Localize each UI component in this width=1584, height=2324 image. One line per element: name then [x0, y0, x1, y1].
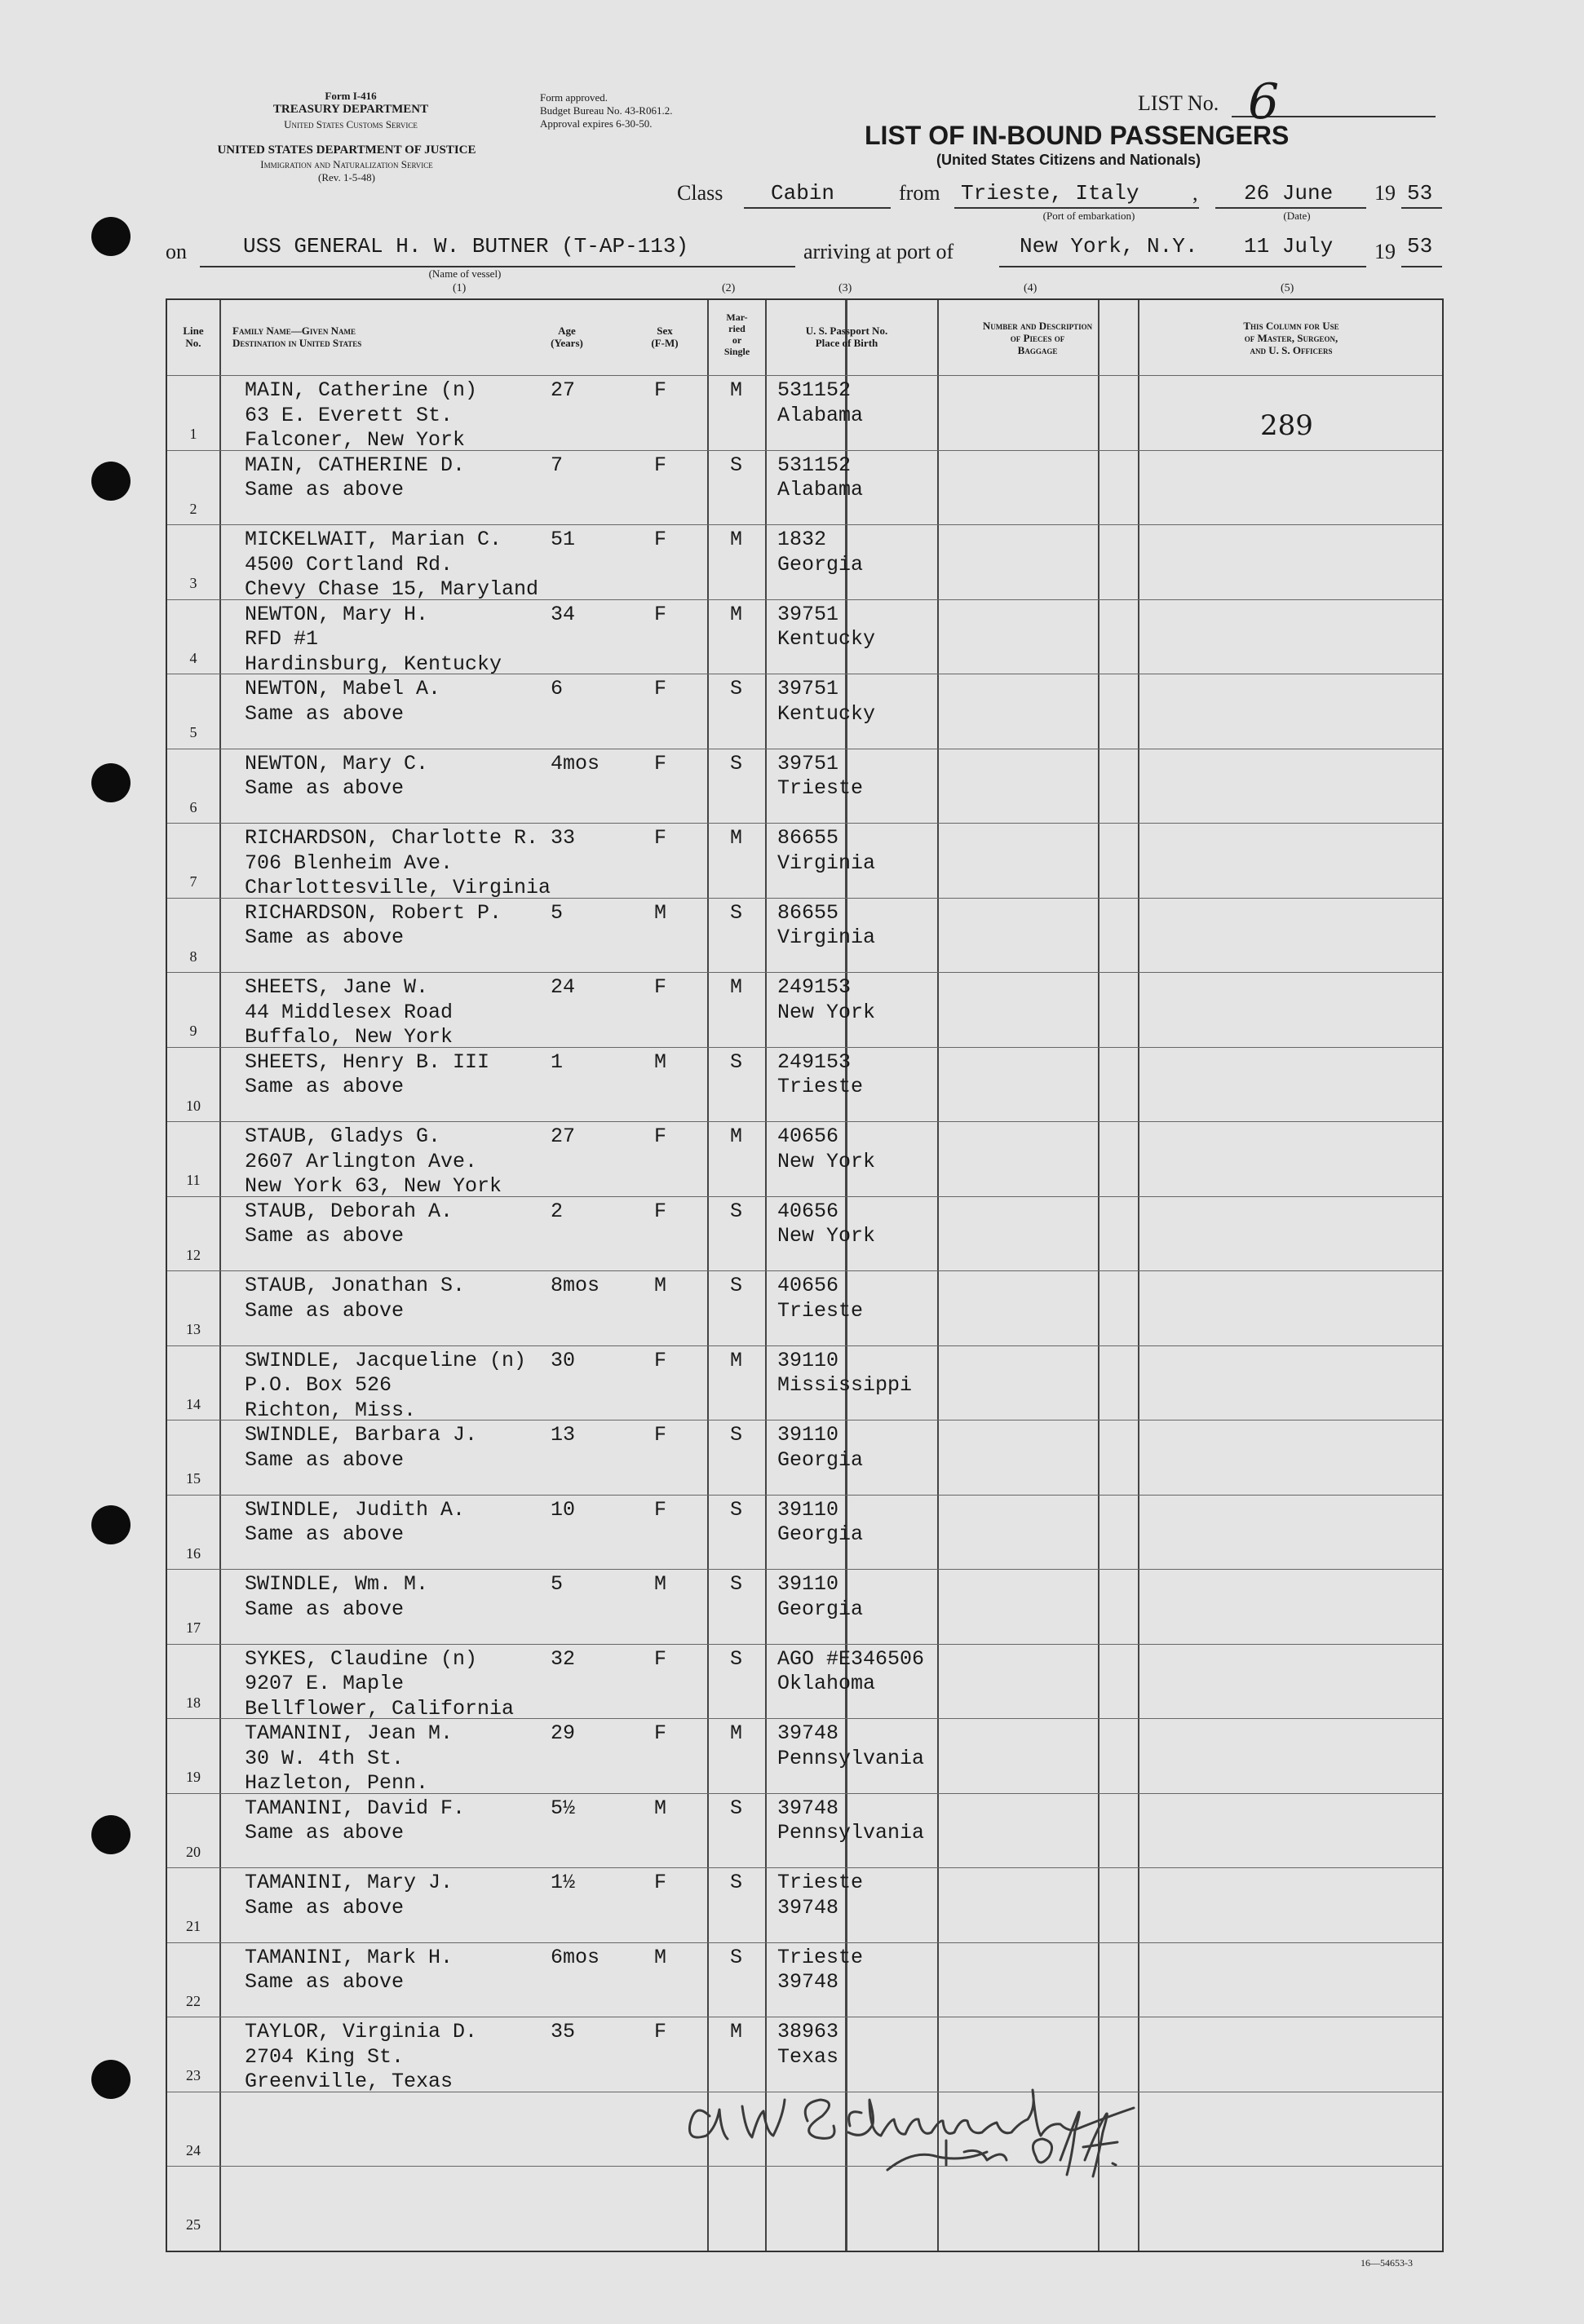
- on-label: on: [166, 240, 187, 263]
- row-divider: [167, 524, 1442, 525]
- marital-status: S: [730, 1423, 743, 1447]
- colnum-4: (4): [1024, 282, 1038, 294]
- footer-code: 16—54653-3: [1361, 2257, 1413, 2269]
- passport-number: 40656: [777, 1124, 839, 1148]
- arrival-year: 53: [1407, 234, 1433, 258]
- passenger-sex: M: [654, 1049, 667, 1074]
- passenger-sex: F: [654, 1646, 667, 1671]
- marital-status: S: [730, 900, 743, 925]
- passenger-address: P.O. Box 526: [245, 1373, 392, 1397]
- passenger-sex: M: [654, 1274, 667, 1297]
- punch-hole: [91, 1505, 131, 1544]
- passport-number: Trieste: [777, 1871, 864, 1894]
- place-of-birth: New York: [777, 1000, 876, 1024]
- passenger-name: MAIN, CATHERINE D.: [245, 453, 466, 477]
- passenger-address: 2607 Arlington Ave.: [245, 1149, 478, 1173]
- line-number: 16: [186, 1544, 201, 1562]
- row-divider: [167, 1121, 1442, 1122]
- passenger-name: TAMANINI, David F.: [245, 1796, 466, 1820]
- passenger-sex: F: [654, 528, 667, 551]
- passenger-age: 8mos: [551, 1274, 600, 1297]
- passenger-address: Hardinsburg, Kentucky: [245, 652, 502, 676]
- passenger-sex: F: [654, 1871, 667, 1894]
- passenger-address: 9207 E. Maple: [245, 1672, 405, 1695]
- passenger-sex: F: [654, 1348, 667, 1372]
- passenger-age: 29: [551, 1721, 576, 1745]
- row-divider: [167, 375, 1442, 376]
- passenger-age: 51: [551, 528, 576, 551]
- marital-status: M: [730, 2020, 743, 2043]
- passenger-name: NEWTON, Mary H.: [245, 602, 429, 626]
- treasury-heading: TREASURY DEPARTMENT: [272, 103, 429, 116]
- line-number: 8: [189, 948, 197, 965]
- passport-number: 39751: [777, 677, 839, 700]
- colnum-5: (5): [1281, 282, 1294, 294]
- passenger-sex: F: [654, 1721, 667, 1745]
- passenger-sex: F: [654, 1423, 667, 1447]
- passenger-address: Same as above: [245, 1522, 405, 1546]
- passenger-name: STAUB, Gladys G.: [245, 1124, 441, 1148]
- row-divider: [167, 450, 1442, 451]
- form-subtitle: (United States Citizens and Nationals): [936, 152, 1201, 168]
- row-divider: [167, 1942, 1442, 1943]
- passenger-age: 33: [551, 826, 576, 850]
- marital-status: M: [730, 1348, 743, 1372]
- passport-number: 86655: [777, 900, 839, 925]
- passenger-address: 30 W. 4th St.: [245, 1746, 405, 1770]
- ins-heading: Immigration and Naturalization Service: [260, 158, 433, 170]
- punch-hole: [91, 462, 131, 501]
- punch-hole: [91, 2060, 131, 2099]
- passenger-address: Buffalo, New York: [245, 1025, 454, 1049]
- departure-date: 26 June: [1244, 181, 1334, 205]
- class-label: Class: [677, 181, 723, 205]
- passenger-age: 5½: [551, 1796, 576, 1820]
- approval-expires: Approval expires 6-30-50.: [540, 117, 653, 130]
- passenger-sex: F: [654, 751, 667, 775]
- passport-number: 249153: [777, 1049, 852, 1074]
- passport-number: 249153: [777, 975, 852, 999]
- header-married: Mar- ried or Single: [723, 311, 750, 357]
- row-divider: [167, 823, 1442, 824]
- passenger-address: 4500 Cortland Rd.: [245, 552, 454, 577]
- arrival-year-prefix: 19: [1374, 240, 1396, 263]
- passport-number: 86655: [777, 826, 839, 850]
- row-divider: [167, 1867, 1442, 1868]
- passenger-age: 7: [551, 453, 564, 477]
- passenger-name: SYKES, Claudine (n): [245, 1646, 478, 1671]
- comma: ,: [1192, 181, 1198, 205]
- place-of-birth: Pennsylvania: [777, 1746, 925, 1770]
- passenger-age: 4mos: [551, 751, 600, 775]
- row-divider: [167, 1644, 1442, 1645]
- place-of-birth: Pennsylvania: [777, 1821, 925, 1845]
- marital-status: S: [730, 453, 743, 477]
- place-of-birth: 39748: [777, 1895, 839, 1920]
- header-name: Family Name—Given Name Destination in United States: [232, 325, 362, 349]
- place-of-birth: Georgia: [777, 1597, 864, 1621]
- place-of-birth: New York: [777, 1149, 876, 1173]
- colnum-1: (1): [453, 282, 467, 294]
- marital-status: S: [730, 1796, 743, 1820]
- passport-number: 531152: [777, 453, 852, 477]
- list-number: 6: [1248, 73, 1280, 130]
- passenger-sex: F: [654, 1199, 667, 1223]
- passenger-table: [166, 298, 1444, 2252]
- place-of-birth: Virginia: [777, 851, 876, 875]
- place-of-birth: Kentucky: [777, 701, 876, 726]
- form-approved: Form approved.: [540, 91, 608, 104]
- line-number: 20: [186, 1843, 201, 1860]
- passenger-address: RFD #1: [245, 627, 319, 651]
- line-number: 5: [189, 724, 197, 740]
- punch-hole: [91, 1815, 131, 1854]
- date-caption: (Date): [1283, 210, 1311, 222]
- line-number: 13: [186, 1321, 201, 1337]
- passenger-address: Same as above: [245, 1970, 405, 1994]
- line-number: 24: [186, 2141, 201, 2158]
- passport-number: Trieste: [777, 1945, 864, 1969]
- passenger-sex: F: [654, 1497, 667, 1522]
- passenger-age: 1½: [551, 1871, 576, 1894]
- passenger-sex: F: [654, 602, 667, 626]
- line-number: 11: [186, 1172, 201, 1188]
- passenger-sex: F: [654, 378, 667, 402]
- passenger-address: 706 Blenheim Ave.: [245, 851, 454, 875]
- place-of-birth: Texas: [777, 2044, 839, 2069]
- passenger-name: MAIN, Catherine (n): [245, 378, 478, 402]
- line-number: 25: [186, 2216, 201, 2233]
- line-number: 3: [189, 575, 197, 591]
- passenger-name: STAUB, Deborah A.: [245, 1199, 454, 1223]
- passenger-address: Same as above: [245, 1895, 405, 1920]
- row-divider: [167, 1793, 1442, 1794]
- form-number: Form I-416: [325, 90, 377, 102]
- passport-number: 531152: [777, 378, 852, 402]
- marital-status: S: [730, 1572, 743, 1596]
- passenger-address: 63 E. Everett St.: [245, 403, 454, 427]
- row-divider: [167, 1569, 1442, 1570]
- vessel-name: USS GENERAL H. W. BUTNER (T-AP-113): [243, 234, 689, 258]
- line-number: 6: [189, 798, 197, 815]
- list-label: LIST No.: [1138, 91, 1219, 115]
- port-caption: (Port of embarkation): [1042, 210, 1135, 222]
- passenger-address: Richton, Miss.: [245, 1398, 417, 1422]
- row-divider: [167, 1495, 1442, 1496]
- row-divider: [167, 972, 1442, 973]
- passenger-name: SWINDLE, Judith A.: [245, 1497, 466, 1522]
- passport-number: 39110: [777, 1572, 839, 1596]
- passenger-age: 27: [551, 1124, 576, 1148]
- header-passport: U. S. Passport No. Place of Birth: [805, 325, 888, 349]
- marital-status: S: [730, 751, 743, 775]
- embark-port: Trieste, Italy: [961, 181, 1139, 205]
- line-number: 17: [186, 1619, 201, 1636]
- marital-status: S: [730, 1871, 743, 1894]
- marital-status: S: [730, 677, 743, 700]
- passenger-address: 2704 King St.: [245, 2044, 405, 2069]
- line-number: 10: [186, 1097, 201, 1114]
- place-of-birth: Trieste: [777, 1298, 864, 1323]
- header-sex: Sex (F-M): [651, 325, 679, 349]
- passport-number: 39110: [777, 1497, 839, 1522]
- passenger-address: Same as above: [245, 926, 405, 949]
- line-number: 1: [189, 426, 197, 442]
- row-divider: [167, 1270, 1442, 1271]
- colnum-3: (3): [838, 282, 852, 294]
- passport-number: 40656: [777, 1199, 839, 1223]
- marital-status: S: [730, 1274, 743, 1297]
- passenger-sex: M: [654, 1945, 667, 1969]
- place-of-birth: Oklahoma: [777, 1672, 876, 1695]
- place-of-birth: New York: [777, 1224, 876, 1248]
- passport-number: AGO #E346506: [777, 1646, 925, 1671]
- passenger-name: STAUB, Jonathan S.: [245, 1274, 466, 1297]
- passenger-address: Same as above: [245, 478, 405, 501]
- passport-number: 39748: [777, 1721, 839, 1745]
- passenger-sex: M: [654, 1796, 667, 1820]
- from-label: from: [899, 181, 940, 205]
- line-number: 23: [186, 2067, 201, 2083]
- passport-number: 39751: [777, 602, 839, 626]
- passenger-sex: F: [654, 975, 667, 999]
- passenger-age: 5: [551, 900, 564, 925]
- passenger-address: Hazleton, Penn.: [245, 1771, 429, 1795]
- marital-status: S: [730, 1049, 743, 1074]
- passport-number: 1832: [777, 528, 827, 551]
- passenger-name: TAMANINI, Mark H.: [245, 1945, 454, 1969]
- passport-number: 39110: [777, 1423, 839, 1447]
- passenger-name: NEWTON, Mary C.: [245, 751, 429, 775]
- place-of-birth: Alabama: [777, 403, 864, 427]
- passenger-sex: F: [654, 826, 667, 850]
- passenger-name: SHEETS, Henry B. III: [245, 1049, 490, 1074]
- row-divider: [167, 898, 1442, 899]
- marital-status: M: [730, 378, 743, 402]
- line-number: 7: [189, 873, 197, 890]
- line-number: 21: [186, 1918, 201, 1934]
- passenger-name: RICHARDSON, Charlotte R.: [245, 826, 539, 850]
- passenger-sex: F: [654, 677, 667, 700]
- passenger-address: Same as above: [245, 1224, 405, 1248]
- place-of-birth: Trieste: [777, 776, 864, 800]
- passenger-sex: F: [654, 453, 667, 477]
- header-line-no: Line No.: [183, 325, 204, 349]
- passenger-sex: M: [654, 1572, 667, 1596]
- class-value: Cabin: [771, 181, 835, 205]
- marital-status: M: [730, 826, 743, 850]
- line-number: 12: [186, 1246, 201, 1263]
- place-of-birth: Virginia: [777, 926, 876, 949]
- passenger-name: TAYLOR, Virginia D.: [245, 2020, 478, 2043]
- place-of-birth: 39748: [777, 1970, 839, 1994]
- passenger-address: Charlottesville, Virginia: [245, 876, 551, 899]
- customs-heading: United States Customs Service: [284, 118, 418, 130]
- passenger-age: 32: [551, 1646, 576, 1671]
- passport-number: 39751: [777, 751, 839, 775]
- passenger-name: SWINDLE, Barbara J.: [245, 1423, 478, 1447]
- marital-status: S: [730, 1945, 743, 1969]
- passport-number: 39110: [777, 1348, 839, 1372]
- place-of-birth: Mississippi: [777, 1373, 913, 1397]
- marital-status: M: [730, 1124, 743, 1148]
- passenger-name: TAMANINI, Mary J.: [245, 1871, 454, 1894]
- passport-number: 39748: [777, 1796, 839, 1820]
- marital-status: S: [730, 1497, 743, 1522]
- passenger-address: Greenville, Texas: [245, 2070, 454, 2093]
- colnum-2: (2): [722, 282, 736, 294]
- punch-hole: [91, 763, 131, 802]
- passenger-address: Same as above: [245, 1075, 405, 1098]
- officer-note: 289: [1260, 409, 1313, 442]
- form-title: LIST OF IN-BOUND PASSENGERS: [865, 121, 1290, 150]
- passenger-age: 10: [551, 1497, 576, 1522]
- row-divider: [167, 1345, 1442, 1346]
- marital-status: S: [730, 1646, 743, 1671]
- row-divider: [167, 1718, 1442, 1719]
- row-divider: [167, 599, 1442, 600]
- passenger-age: 1: [551, 1049, 564, 1074]
- passenger-address: Chevy Chase 15, Maryland: [245, 577, 539, 601]
- passenger-address: Same as above: [245, 1597, 405, 1621]
- passenger-name: MICKELWAIT, Marian C.: [245, 528, 502, 551]
- passenger-age: 13: [551, 1423, 576, 1447]
- arrival-date: 11 July: [1244, 234, 1334, 258]
- signature-image: [677, 2051, 1215, 2181]
- passenger-age: 34: [551, 602, 576, 626]
- passenger-address: Same as above: [245, 701, 405, 726]
- passenger-sex: M: [654, 900, 667, 925]
- line-number: 4: [189, 649, 197, 666]
- arrival-port: New York, N.Y.: [1020, 234, 1198, 258]
- line-number: 9: [189, 1023, 197, 1039]
- marital-status: M: [730, 1721, 743, 1745]
- passenger-address: Falconer, New York: [245, 428, 466, 452]
- header-baggage: Number and Description of Pieces of Baggage: [982, 320, 1093, 356]
- passenger-address: Same as above: [245, 1821, 405, 1845]
- header-age: Age (Years): [551, 325, 583, 349]
- marital-status: M: [730, 602, 743, 626]
- passenger-age: 6mos: [551, 1945, 600, 1969]
- revision: (Rev. 1-5-48): [318, 171, 375, 183]
- signature-name: A. W. Schumacher: [677, 2051, 684, 2052]
- arriving-label: arriving at port of: [803, 240, 954, 263]
- marital-status: M: [730, 975, 743, 999]
- header-officers: This Column for Use of Master, Surgeon, and U. S. Officers: [1243, 320, 1339, 356]
- passenger-age: 27: [551, 378, 576, 402]
- passenger-age: 30: [551, 1348, 576, 1372]
- passenger-address: Bellflower, California: [245, 1696, 515, 1721]
- passport-number: 38963: [777, 2020, 839, 2043]
- passenger-sex: F: [654, 1124, 667, 1148]
- marital-status: M: [730, 528, 743, 551]
- line-number: 22: [186, 1992, 201, 2009]
- row-divider: [167, 1196, 1442, 1197]
- passenger-age: 2: [551, 1199, 564, 1223]
- place-of-birth: Georgia: [777, 552, 864, 577]
- justice-heading: UNITED STATES DEPARTMENT OF JUSTICE: [217, 144, 476, 157]
- year-prefix: 19: [1374, 181, 1396, 205]
- passenger-address: New York 63, New York: [245, 1174, 502, 1198]
- passenger-name: TAMANINI, Jean M.: [245, 1721, 454, 1745]
- passenger-age: 6: [551, 677, 564, 700]
- passenger-address: Same as above: [245, 776, 405, 800]
- place-of-birth: Kentucky: [777, 627, 876, 651]
- line-number: 19: [186, 1769, 201, 1785]
- passenger-name: RICHARDSON, Robert P.: [245, 900, 502, 925]
- line-number: 2: [189, 500, 197, 517]
- departure-year: 53: [1407, 181, 1433, 205]
- place-of-birth: Trieste: [777, 1075, 864, 1098]
- budget-bureau: Budget Bureau No. 43-R061.2.: [540, 104, 673, 117]
- passenger-address: Same as above: [245, 1298, 405, 1323]
- passport-number: 40656: [777, 1274, 839, 1297]
- marital-status: S: [730, 1199, 743, 1223]
- passenger-age: 5: [551, 1572, 564, 1596]
- passenger-name: SWINDLE, Jacqueline (n): [245, 1348, 527, 1372]
- place-of-birth: Alabama: [777, 478, 864, 501]
- line-number: 15: [186, 1470, 201, 1487]
- passenger-name: SHEETS, Jane W.: [245, 975, 429, 999]
- passenger-sex: F: [654, 2020, 667, 2043]
- place-of-birth: Georgia: [777, 1447, 864, 1472]
- line-number: 14: [186, 1395, 201, 1412]
- passenger-name: SWINDLE, Wm. M.: [245, 1572, 429, 1596]
- row-divider: [167, 1047, 1442, 1048]
- passenger-age: 35: [551, 2020, 576, 2043]
- passenger-name: NEWTON, Mabel A.: [245, 677, 441, 700]
- vessel-caption: (Name of vessel): [428, 267, 502, 280]
- passenger-age: 24: [551, 975, 576, 999]
- passenger-address: 44 Middlesex Road: [245, 1000, 454, 1024]
- place-of-birth: Georgia: [777, 1522, 864, 1546]
- passenger-address: Same as above: [245, 1447, 405, 1472]
- line-number: 18: [186, 1694, 201, 1711]
- punch-hole: [91, 217, 131, 256]
